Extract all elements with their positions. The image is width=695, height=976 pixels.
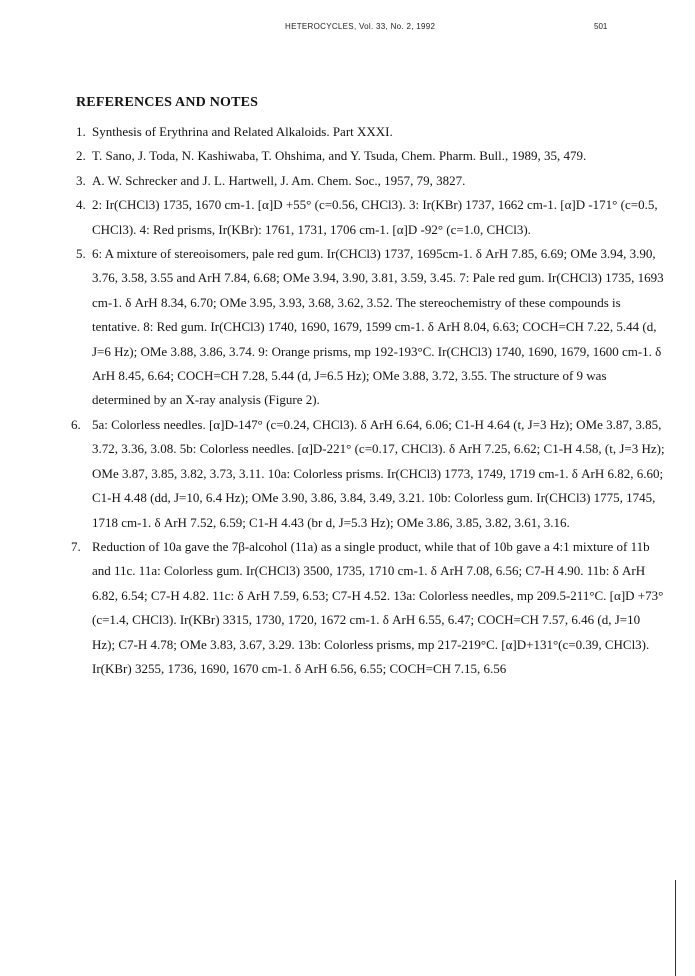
reference-number: 7. (71, 538, 81, 554)
reference-number: 1. (76, 124, 86, 139)
reference-item (76, 169, 666, 193)
margin-rule (675, 880, 676, 976)
reference-text: A. W. Schrecker and J. L. Hartwell, J. Am. Chem. Soc., 1957, 79, 3827. (92, 172, 466, 188)
running-header (0, 22, 695, 36)
reference-item (71, 413, 666, 535)
reference-number: 5. (76, 246, 86, 262)
reference-text: 6: A mixture of stereoisomers, pale red gum. Ir(CHCl3) 1737, 1695cm-1. δ ArH 7.85, 6.69; OMe 3.94, 3.90, 3.76, 3.58, 3.55 and ArH 7.84, 6.68; OMe 3.94, 3.90, 3.81, 3.59, 3.45. 7: Pale red gum. Ir(CHCl3) 1735, 1693 cm-1. δ ArH 8.34, 6.70; OMe 3.95, 3.93, 3.68, 3.62, 3.52. The stereochemistry of these compounds is tentative. 8: Red gum. Ir(CHCl3) 1740, 1690, 1679, 1599 cm-1. δ ArH 8.04, 6.63; COCH=CH 7.22, 5.44 (d, J=6 Hz); OMe 3.88, 3.86, 3.74. 9: Orange prisms, mp 192-193°C. Ir(CHCl3) 1740, 1690, 1679, 1600 cm-1. δ ArH 8.45, 6.64; COCH=CH 7.28, 5.44 (d, J=6.5 Hz); OMe 3.88, 3.72, 3.55. The structure of 9 was determined by an X-ray analysis (Figure 2). (92, 246, 664, 408)
reference-text: T. Sano, J. Toda, N. Kashiwaba, T. Ohshima, and Y. Tsuda, Chem. Pharm. Bull., 1989, 35, 479. (92, 148, 587, 164)
references-list (71, 120, 666, 681)
reference-text: 5a: Colorless needles. [α]D-147° (c=0.24, CHCl3). δ ArH 6.64, 6.06; C1-H 4.64 (t, J=3 Hz); OMe 3.87, 3.85, 3.72, 3.36, 3.08. 5b: Colorless needles. [α]D-221° (c=0.17, CHCl3). δ ArH 7.25, 6.62; C1-H 4.58, (t, J=3 Hz); OMe 3.87, 3.85, 3.82, 3.73, 3.11. 10a: Colorless prisms. Ir(CHCl3) 1773, 1749, 1719 cm-1. δ ArH 6.82, 6.60; C1-H 4.48 (dd, J=10, 6.4 Hz); OMe 3.90, 3.86, 3.84, 3.49, 3.21. 10b: Colorless gum. Ir(CHCl3) 1775, 1745, 1718 cm-1. δ ArH 7.52, 6.59; C1-H 4.43 (br d, J=5.3 Hz); OMe 3.86, 3.85, 3.82, 3.61, 3.16. (92, 416, 665, 530)
reference-item (76, 144, 666, 168)
reference-number: 6. (71, 416, 81, 432)
reference-text: Reduction of 10a gave the 7β-alcohol (11a) as a single product, while that of 10b gave a 4:1 mixture of 11b and 11c. 11a: Colorless gum. Ir(CHCl3) 3500, 1735, 1710 cm-1. δ ArH 7.08, 6.56; C7-H 4.90. 11b: δ ArH 6.82, 6.54; C7-H 4.82. 11c: δ ArH 7.59, 6.53; C7-H 4.52. 13a: Colorless needles, mp 209.5-211°C. [α]D +73°(c=1.4, CHCl3). Ir(KBr) 3315, 1730, 1720, 1672 cm-1. δ ArH 6.55, 6.47; COCH=CH 7.57, 6.46 (d, J=10 Hz); C7-H 4.78; OMe 3.83, 3.67, 3.29. 13b: Colorless prisms, mp 217-219°C. [α]D+131°(c=0.39, CHCl3). Ir(KBr) 3255, 1736, 1690, 1670 cm-1. δ ArH 6.56, 6.55; COCH=CH 7.15, 6.56 (92, 538, 664, 676)
reference-number: 4. (76, 197, 86, 213)
reference-number: 3. (76, 172, 86, 188)
reference-item (76, 193, 666, 242)
reference-item (71, 535, 666, 681)
reference-number: 2. (76, 148, 86, 164)
reference-text: Synthesis of Erythrina and Related Alkaloids. Part XXXI. (92, 124, 393, 139)
journal-citation: HETEROCYCLES, Vol. 33, No. 2, 1992 (285, 22, 436, 31)
section-title: REFERENCES AND NOTES (76, 95, 259, 110)
reference-item (76, 120, 666, 144)
reference-item (76, 242, 666, 413)
reference-text: 2: Ir(CHCl3) 1735, 1670 cm-1. [α]D +55° (c=0.56, CHCl3). 3: Ir(KBr) 1737, 1662 cm-1. [α]D -171° (c=0.5, CHCl3). 4: Red prisms, Ir(KBr): 1761, 1731, 1706 cm-1. [α]D -92° (c=1.0, CHCl3). (92, 197, 658, 237)
page-number: 501 (594, 22, 608, 31)
